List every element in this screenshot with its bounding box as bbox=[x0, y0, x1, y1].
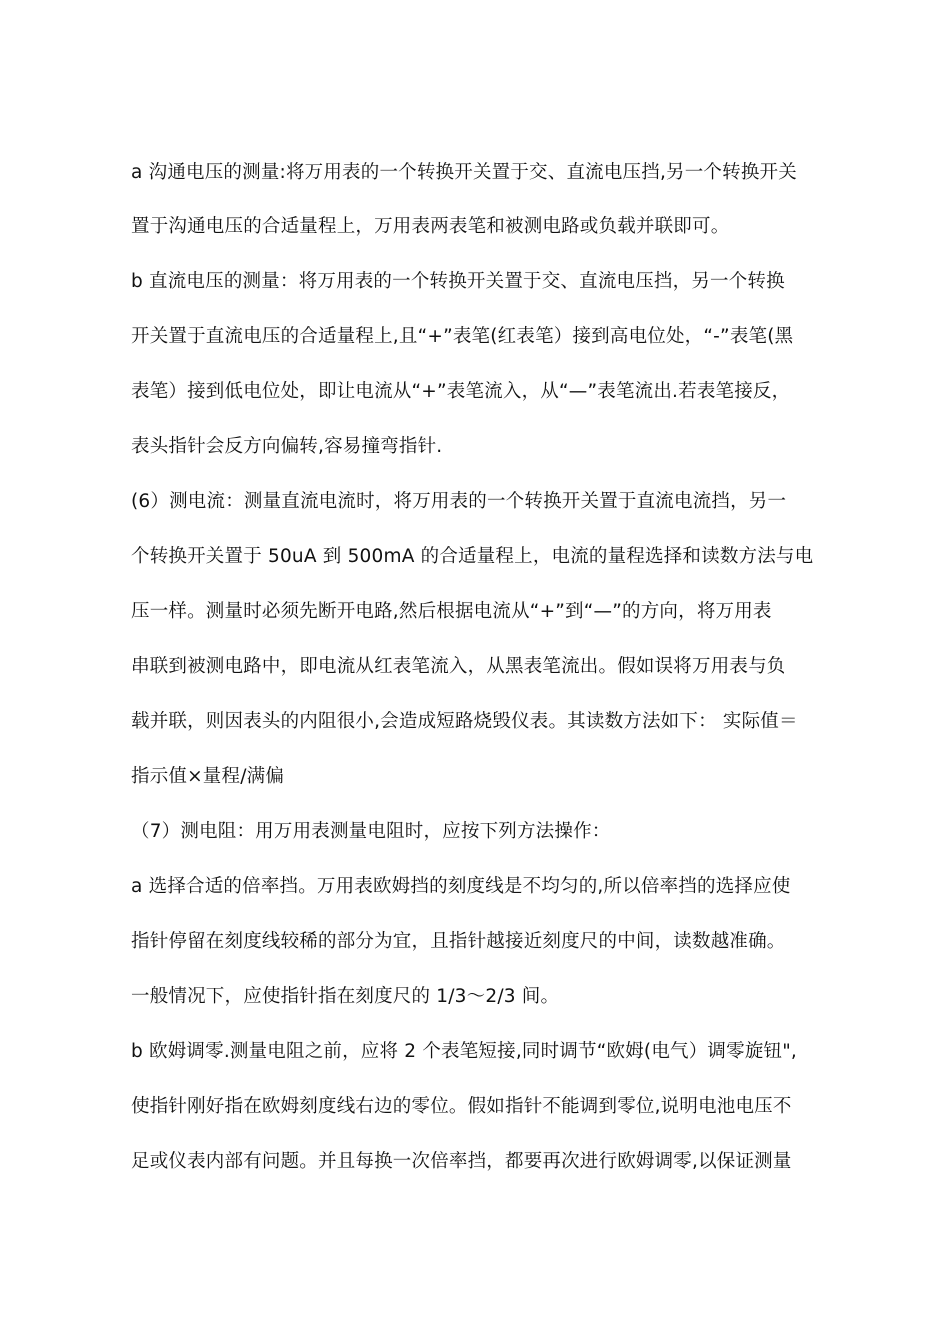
text-line: 开关置于直流电压的合适量程上,且“+”表笔(红表笔）接到高电位处，“-”表笔(黑 bbox=[131, 326, 794, 347]
text-line: 载并联，则因表头的内阻很小,会造成短路烧毁仪表。其读数方法如下： 实际值＝ bbox=[131, 711, 798, 732]
text-line: a 选择合适的倍率挡。万用表欧姆挡的刻度线是不均匀的,所以倍率挡的选择应使 bbox=[131, 876, 791, 897]
text-line: b 欧姆调零.测量电阻之前，应将 2 个表笔短接,同时调节“欧姆(电气）调零旋钮", bbox=[131, 1041, 798, 1062]
text-line: 一般情况下，应使指针指在刻度尺的 1/3～2/3 间。 bbox=[131, 986, 560, 1007]
text-line: b 直流电压的测量：将万用表的一个转换开关置于交、直流电压挡，另一个转换 bbox=[131, 271, 785, 292]
text-line: 压一样。测量时必须先断开电路,然后根据电流从“+”到“—”的方向，将万用表 bbox=[131, 601, 772, 622]
text-line: 指针停留在刻度线较稀的部分为宜，且指针越接近刻度尺的中间，读数越准确。 bbox=[131, 931, 786, 952]
text-line: 足或仪表内部有问题。并且每换一次倍率挡，都要再次进行欧姆调零,以保证测量 bbox=[131, 1151, 792, 1172]
text-line: a 沟通电压的测量:将万用表的一个转换开关置于交、直流电压挡,另一个转换开关 bbox=[131, 162, 797, 183]
text-line: 使指针刚好指在欧姆刻度线右边的零位。假如指针不能调到零位,说明电池电压不 bbox=[131, 1096, 792, 1117]
text-line: 表头指针会反方向偏转,容易撞弯指针. bbox=[131, 436, 443, 457]
text-line: 表笔）接到低电位处，即让电流从“+”表笔流入，从“—”表笔流出.若表笔接反， bbox=[131, 381, 791, 402]
text-line: 串联到被测电路中，即电流从红表笔流入，从黑表笔流出。假如误将万用表与负 bbox=[131, 656, 786, 677]
text-line: 个转换开关置于 50uA 到 500mA 的合适量程上，电流的量程选择和读数方法与电 bbox=[131, 546, 814, 567]
text-line: 置于沟通电压的合适量程上，万用表两表笔和被测电路或负载并联即可。 bbox=[131, 216, 730, 237]
text-line: （7）测电阻：用万用表测量电阻时，应按下列方法操作： bbox=[131, 821, 611, 842]
text-line: (6）测电流：测量直流电流时，将万用表的一个转换开关置于直流电流挡，另一 bbox=[131, 491, 787, 512]
text-line: 指示值×量程/满偏 bbox=[131, 766, 285, 787]
